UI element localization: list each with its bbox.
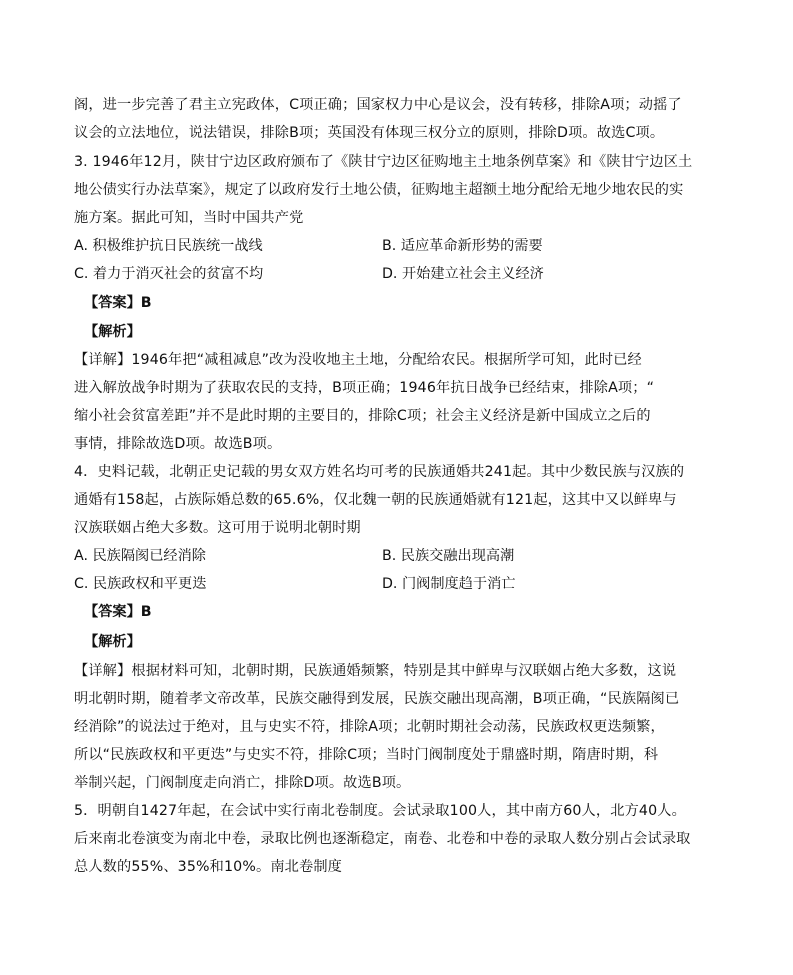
- q3-answer: 【答案】B: [84, 295, 152, 311]
- q4-stem-line-1: 4．史料记载，北朝正史记载的男女双方姓名均可考的民族通婚共241起。其中少数民族与汉族的: [74, 464, 685, 480]
- q3-stem-line-3: 施方案。据此可知，当时中国共产党: [74, 210, 304, 226]
- q4-detail-line-2: 明北朝时期，随着孝文帝改革，民族交融得到发展，民族交融出现高潮，B项正确，“民族隔阂已: [74, 691, 680, 707]
- q2-analysis-line-2: 议会的立法地位，说法错误，排除B项；英国没有体现三权分立的原则，排除D项。故选C项。: [74, 125, 665, 141]
- q4-detail-line-3: 经消除”的说法过于绝对，且与史实不符，排除A项；北朝时期社会动荡，民族政权更迭频繁，: [74, 719, 665, 735]
- q4-stem-line-3: 汉族联姻占绝大多数。这可用于说明北朝时期: [74, 520, 361, 536]
- q3-analysis-label: 【解析】: [84, 324, 141, 340]
- q4-analysis-label: 【解析】: [84, 634, 141, 650]
- q4-detail-line-1: 【详解】根据材料可知，北朝时期，民族通婚频繁，特别是其中鲜卑与汉联姻占绝大多数，这说: [74, 663, 677, 679]
- q4-option-d: D. 门阀制度趋于消亡: [382, 576, 516, 592]
- q3-option-d: D. 开始建立社会主义经济: [382, 266, 544, 282]
- q4-detail-line-5: 举制兴起，门阀制度走向消亡，排除D项。故选B项。: [74, 775, 411, 791]
- q4-answer: 【答案】B: [84, 604, 152, 620]
- q3-detail-line-3: 缩小社会贫富差距”并不是此时期的主要目的，排除C项；社会主义经济是新中国成立之后的: [74, 408, 651, 424]
- q5-stem-line-3: 总人数的55%、35%和10%。南北卷制度: [74, 859, 343, 875]
- q4-option-b: B. 民族交融出现高潮: [382, 548, 515, 564]
- q3-stem-line-1: 3. 1946年12月，陕甘宁边区政府颁布了《陕甘宁边区征购地主土地条例草案》和《陕甘宁边区土: [74, 154, 693, 170]
- q5-stem-line-1: 5．明朝自1427年起，在会试中实行南北卷制度。会试录取100人，其中南方60人，北方40人。: [74, 803, 686, 819]
- q5-stem-line-2: 后来南北卷演变为南北中卷，录取比例也逐渐稳定，南卷、北卷和中卷的录取人数分别占会试录取: [74, 831, 691, 847]
- q3-option-c: C. 着力于消灭社会的贫富不均: [74, 266, 264, 282]
- q4-detail-line-4: 所以“民族政权和平更迭”与史实不符，排除C项；当时门阀制度处于鼎盛时期，隋唐时期，科: [74, 747, 659, 763]
- q3-option-a: A. 积极维护抗日民族统一战线: [74, 238, 263, 254]
- q2-analysis-line-1: 阁，进一步完善了君主立宪政体，C项正确；国家权力中心是议会，没有转移，排除A项；动摇了: [74, 97, 682, 113]
- q4-option-c: C. 民族政权和平更迭: [74, 576, 207, 592]
- q4-option-a: A. 民族隔阂已经消除: [74, 548, 206, 564]
- q3-detail-line-1: 【详解】1946年把“减租减息”改为没收地主土地，分配给农民。根据所学可知，此时已经: [74, 352, 642, 368]
- q4-stem-line-2: 通婚有158起，占族际婚总数的65.6%，仅北魏一朝的民族通婚就有121起，这其中又以鲜卑与: [74, 492, 677, 508]
- q3-detail-line-4: 事情，排除故选D项。故选B项。: [74, 436, 282, 452]
- q3-option-b: B. 适应革命新形势的需要: [382, 238, 543, 254]
- q3-stem-line-2: 地公债实行办法草案》，规定了以政府发行土地公债，征购地主超额土地分配给无地少地农民的实: [74, 182, 684, 198]
- q3-detail-line-2: 进入解放战争时期为了获取农民的支持，B项正确；1946年抗日战争已经结束，排除A项；“: [74, 380, 655, 396]
